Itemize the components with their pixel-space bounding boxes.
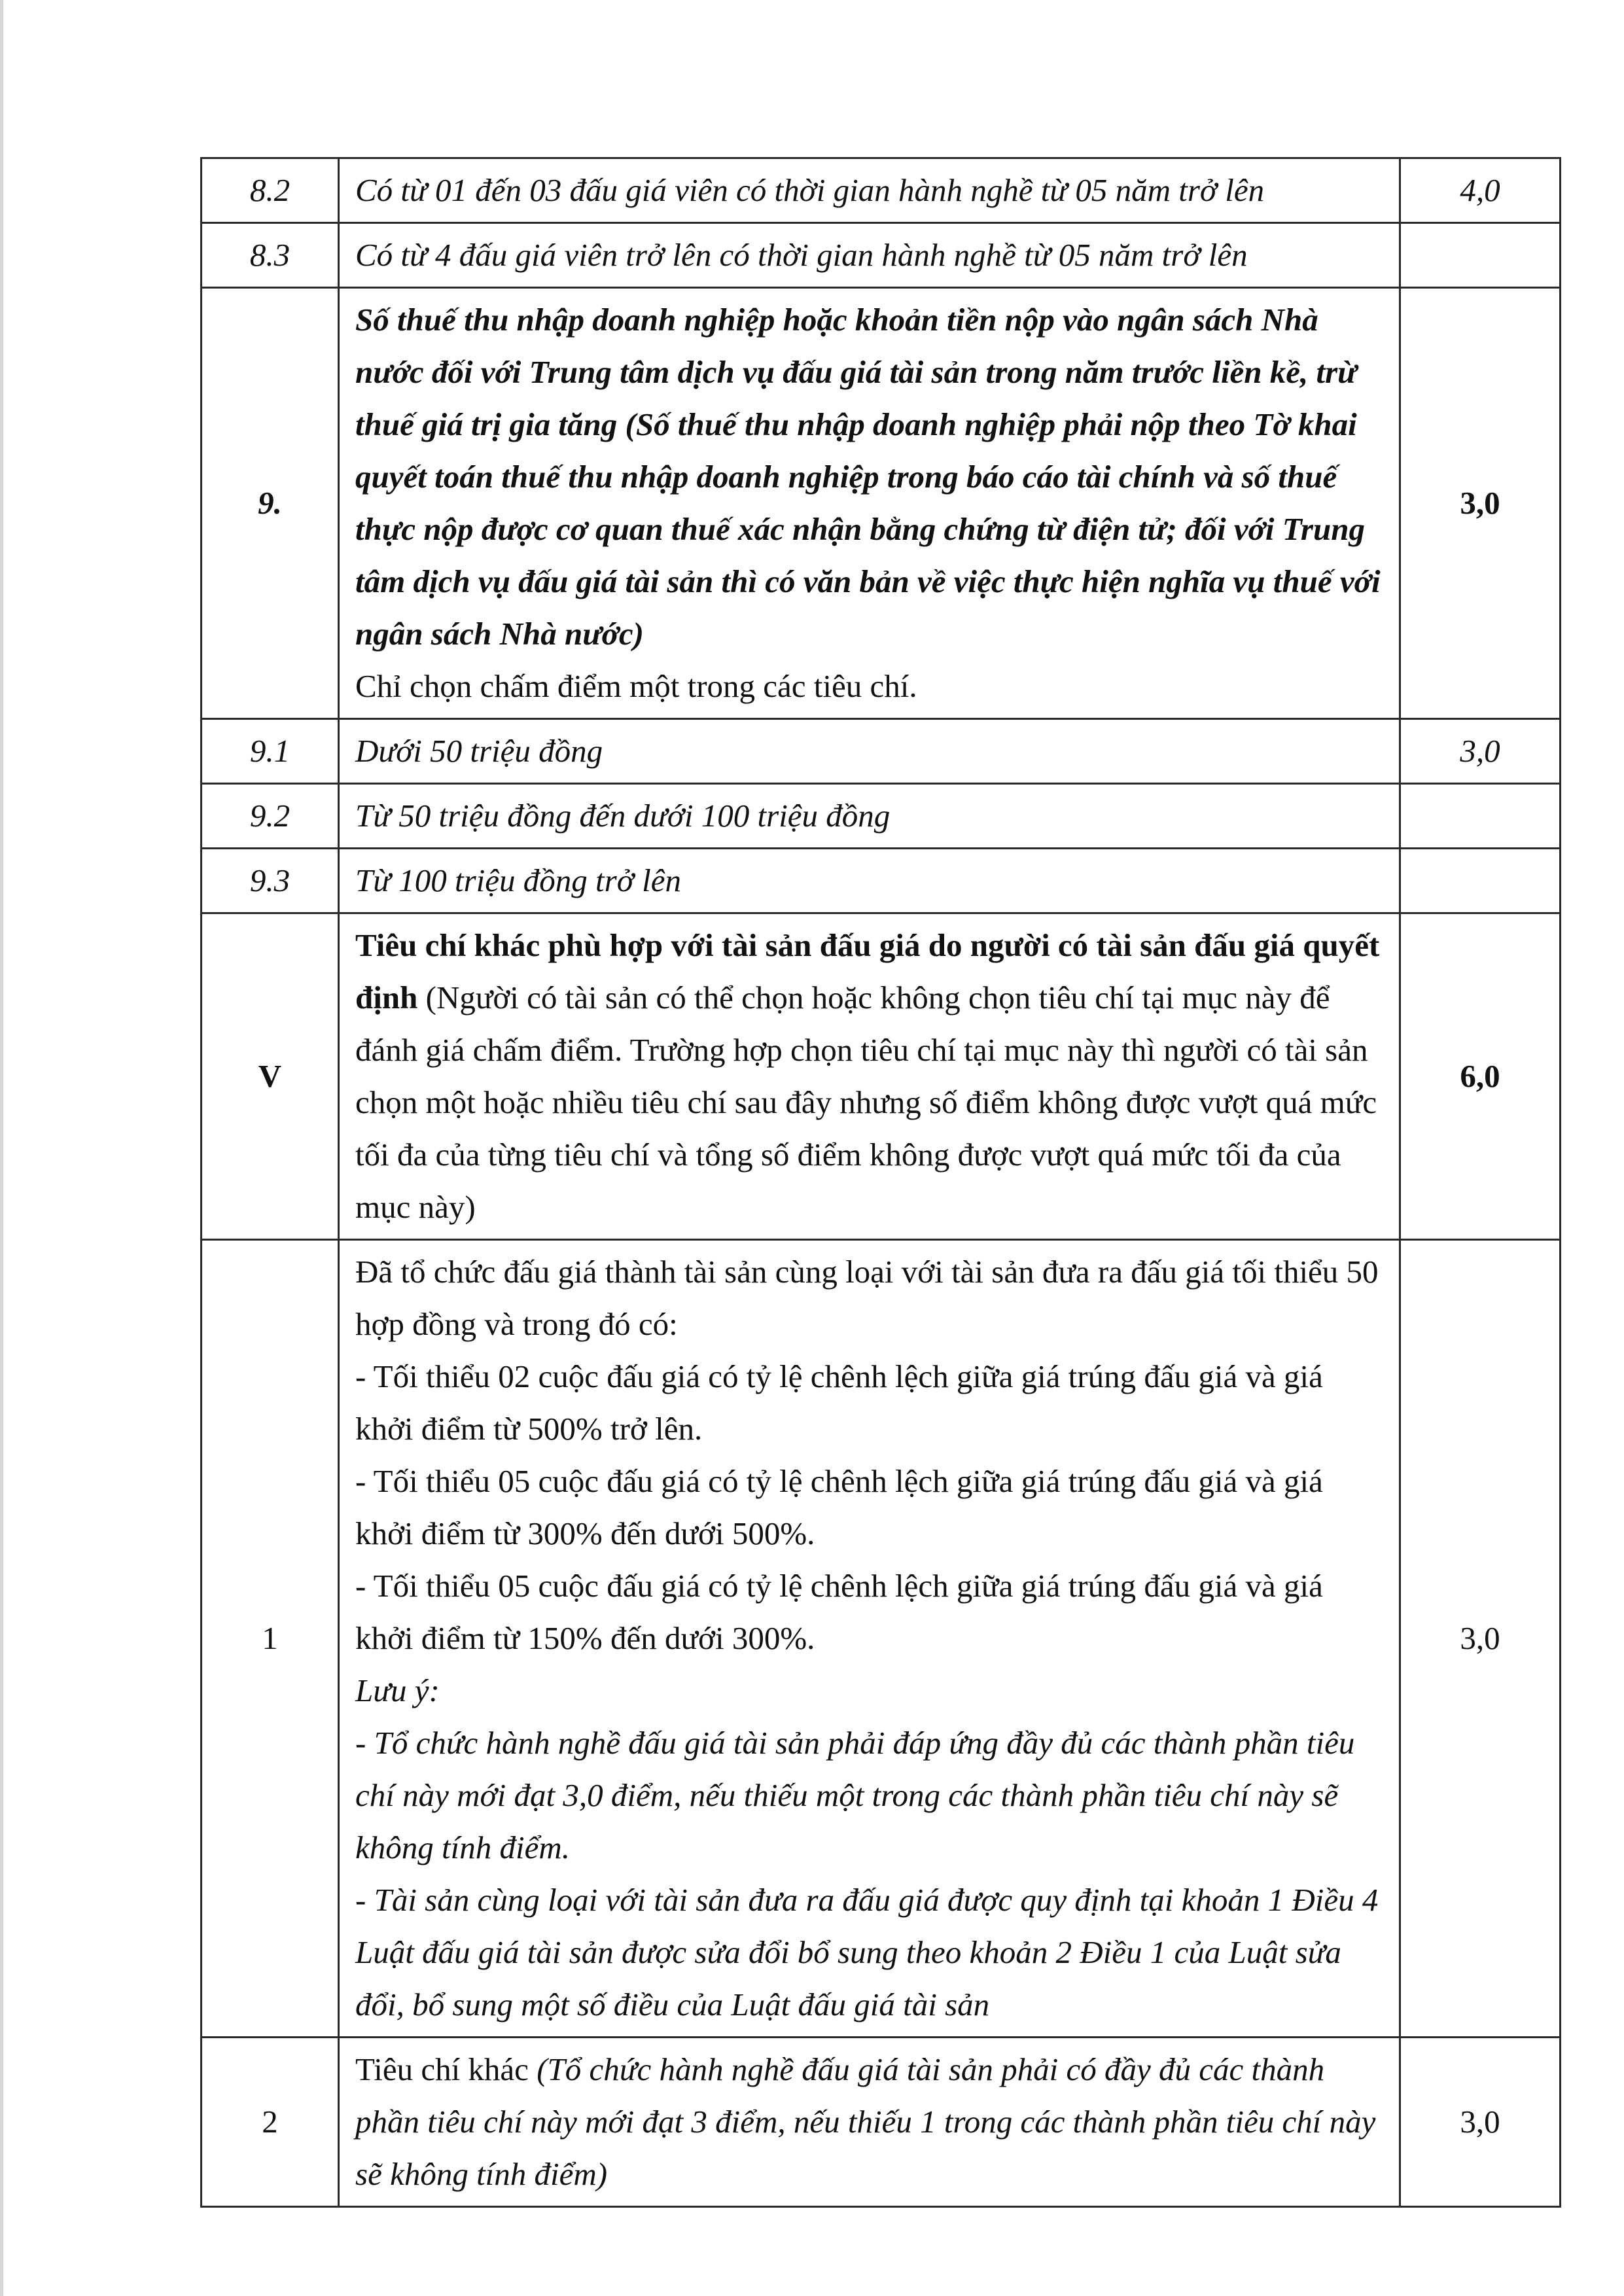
note-label: Lưu ý: [355,1672,440,1708]
table-row [202,913,1561,1240]
scoring-criteria-table [200,157,1561,2208]
score: 3,0 [1400,1240,1561,2038]
row-number: 9. [202,288,339,719]
criteria-note: Chỉ chọn chấm điểm một trong các tiêu chí. [355,668,917,704]
criteria-bullet: - Tối thiểu 02 cuộc đấu giá có tỷ lệ chênh lệch giữa giá trúng đấu giá và giá khởi điểm từ 500% trở lên. [355,1358,1323,1447]
row-number: 9.2 [202,784,339,849]
criteria-bullet: - Tối thiểu 05 cuộc đấu giá có tỷ lệ chênh lệch giữa giá trúng đấu giá và giá khởi điểm từ 300% đến dưới 500%. [355,1463,1323,1551]
row-number: V [202,913,339,1240]
criteria-text: Có từ 4 đấu giá viên trở lên có thời gian hành nghề từ 05 năm trở lên [339,223,1400,288]
criteria-heading: Tiêu chí khác phù hợp với tài sản đấu giá do người có tài sản đấu giá quyết định [355,927,1380,1016]
score: 3,0 [1400,2038,1561,2207]
score: 6,0 [1400,913,1561,1240]
table-row [202,288,1561,719]
table-row [202,849,1561,913]
criteria-description: (Người có tài sản có thể chọn hoặc không chọn tiêu chí tại mục này để đánh giá chấm điểm. Trường hợp chọn tiêu chí tại mục này thì người có tài sản chọn một hoặc nhiều tiêu chí sau đây nhưng số điểm không được vượt quá mức tối đa của từng tiêu chí và tổng số điểm không được vượt quá mức tối đa của mục này) [355,980,1377,1225]
criteria-label: Tiêu chí khác [355,2051,537,2087]
criteria-text [339,2038,1400,2207]
table-row [202,719,1561,784]
criteria-text [339,1240,1400,2038]
criteria-text: Có từ 01 đến 03 đấu giá viên có thời gian hành nghề từ 05 năm trở lên [339,158,1400,223]
table-row [202,784,1561,849]
criteria-text [339,288,1400,719]
criteria-intro: Đã tổ chức đấu giá thành tài sản cùng loại với tài sản đưa ra đấu giá tối thiểu 50 hợp đồng và trong đó có: [355,1254,1379,1342]
criteria-text: Dưới 50 triệu đồng [339,719,1400,784]
row-number: 8.3 [202,223,339,288]
note-item: - Tài sản cùng loại với tài sản đưa ra đấu giá được quy định tại khoản 1 Điều 4 Luật đấu giá tài sản được sửa đổi bổ sung theo khoản 2 Điều 1 của Luật sửa đổi, bổ sung một số điều của Luật đấu giá tài sản [355,1882,1379,2022]
note-item: - Tổ chức hành nghề đấu giá tài sản phải đáp ứng đầy đủ các thành phần tiêu chí này mới đạt 3,0 điểm, nếu thiếu một trong các thành phần tiêu chí này sẽ không tính điểm. [355,1725,1355,1865]
score: 3,0 [1400,288,1561,719]
score: 4,0 [1400,158,1561,223]
row-number: 1 [202,1240,339,2038]
row-number: 2 [202,2038,339,2207]
page-edge-shadow [0,0,3,2296]
criteria-text [339,913,1400,1240]
criteria-heading: Số thuế thu nhập doanh nghiệp hoặc khoản tiền nộp vào ngân sách Nhà nước đối với Trung tâm dịch vụ đấu giá tài sản trong năm trước liền kề, trừ thuế giá trị gia tăng (Số thuế thu nhập doanh nghiệp phải nộp theo Tờ khai quyết toán thuế thu nhập doanh nghiệp trong báo cáo tài chính và số thuế thực nộp được cơ quan thuế xác nhận bằng chứng từ điện tử; đối với Trung tâm dịch vụ đấu giá tài sản thì có văn bản về việc thực hiện nghĩa vụ thuế với ngân sách Nhà nước) [355,302,1381,652]
row-number: 9.3 [202,849,339,913]
table-row [202,2038,1561,2207]
criteria-text: Từ 100 triệu đồng trở lên [339,849,1400,913]
score [1400,223,1561,288]
score [1400,849,1561,913]
score [1400,784,1561,849]
table-row [202,1240,1561,2038]
row-number: 8.2 [202,158,339,223]
criteria-text: Từ 50 triệu đồng đến dưới 100 triệu đồng [339,784,1400,849]
row-number: 9.1 [202,719,339,784]
criteria-bullet: - Tối thiểu 05 cuộc đấu giá có tỷ lệ chênh lệch giữa giá trúng đấu giá và giá khởi điểm từ 150% đến dưới 300%. [355,1568,1323,1656]
table-row [202,223,1561,288]
score: 3,0 [1400,719,1561,784]
criteria-condition: (Tổ chức hành nghề đấu giá tài sản phải có đầy đủ các thành phần tiêu chí này mới đạt 3 điểm, nếu thiếu 1 trong các thành phần tiêu chí này sẽ không tính điểm) [355,2051,1376,2192]
table-row [202,158,1561,223]
